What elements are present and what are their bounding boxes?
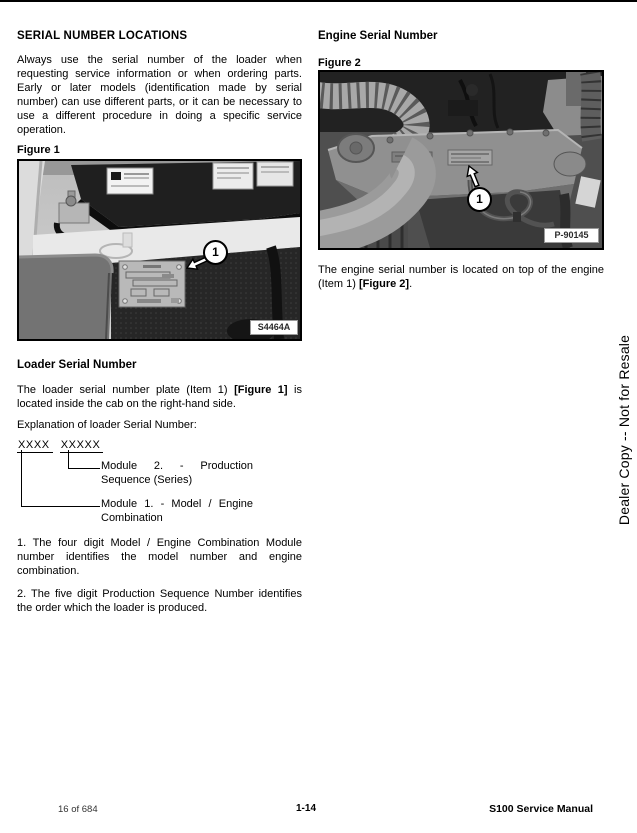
- figure1-photo-illustration: [19, 161, 300, 339]
- footer-page-info: 16 of 684: [58, 804, 98, 815]
- figure1-photo: [17, 159, 302, 341]
- engine-serial-body: [318, 263, 604, 291]
- figure2-photo: [318, 70, 604, 250]
- footer-page-number: 1-14: [295, 803, 316, 814]
- engine-serial-heading: Engine Serial Number: [318, 30, 438, 42]
- figure1-photo-tag: S4464A: [250, 320, 298, 335]
- module1-description: Module 1. - Model / Engine Combination: [101, 498, 253, 524]
- left-column: [17, 0, 302, 615]
- note-1: 1. The four digit Model / Engine Combination Module number identifies the model number and engine combination.: [17, 537, 302, 577]
- figure2-photo-illustration: [320, 72, 602, 248]
- engine-body-post: .: [409, 278, 413, 290]
- module2-description: Module 2. - Production Sequence (Series): [101, 460, 253, 486]
- figure1-callout-badge: 1: [203, 240, 228, 265]
- serial-code-module1: XXXX: [17, 439, 53, 453]
- figure2-reference: [Figure 2]: [358, 278, 410, 290]
- figure1-label: Figure 1: [17, 144, 60, 156]
- explanation-label: Explanation of loader Serial Number:: [17, 419, 197, 431]
- loader-serial-heading: Loader Serial Number: [17, 359, 137, 371]
- figure2-callout-badge: 1: [467, 187, 492, 212]
- note-2: 2. The five digit Production Sequence Number identifies the order which the loader is produced.: [17, 588, 302, 614]
- module1-connector-line: [21, 450, 100, 507]
- section-title: SERIAL NUMBER LOCATIONS: [17, 30, 188, 42]
- serial-number-codes: [17, 435, 302, 450]
- intro-paragraph: Always use the serial number of the loader when requesting service information or when ordering parts. Early or later models (identification made by serial number) can use different parts, or it can be necessary to use a different procedure in doing a specific service operation.: [17, 54, 302, 136]
- serial-number-diagram: [17, 450, 302, 528]
- loader-body-post: is located inside the cab on the right-hand side.: [17, 384, 303, 410]
- loader-serial-body: [17, 383, 302, 411]
- figure2-photo-tag: P-90145: [544, 228, 599, 243]
- figure2-label: Figure 2: [318, 57, 361, 69]
- figure1-reference: [Figure 1]: [234, 384, 288, 396]
- engine-body-pre: The engine serial number is located on top of the engine (Item 1): [318, 264, 604, 290]
- dealer-copy-watermark: Dealer Copy -- Not for Resale: [616, 334, 632, 526]
- right-column: [318, 0, 604, 291]
- serial-code-module2: XXXXX: [60, 439, 104, 453]
- loader-body-pre: The loader serial number plate (Item 1): [17, 384, 235, 396]
- footer-manual-title: S100 Service Manual: [489, 803, 593, 815]
